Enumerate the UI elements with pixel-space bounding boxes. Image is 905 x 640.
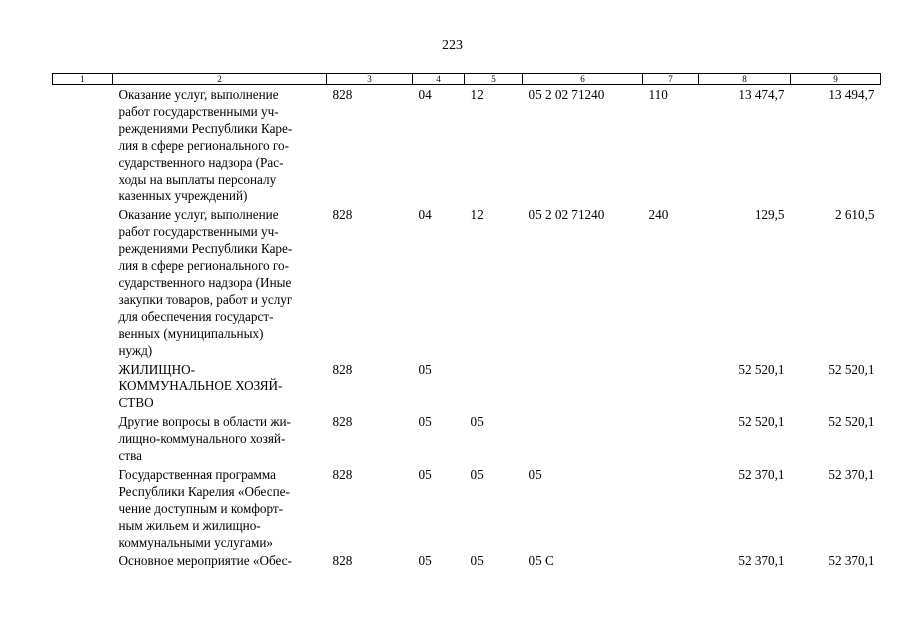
description-line: казенных учреждений) (118, 188, 248, 204)
description-line: для обеспечения государст- (118, 308, 274, 324)
table-row (53, 412, 881, 465)
amount-cell: 13 474,7 (738, 87, 785, 102)
description-line: лия в сфере регионального го- (118, 258, 289, 274)
target-item-code-cell: 05 (528, 466, 542, 482)
row-number-cell (53, 412, 113, 465)
table-row (53, 360, 881, 413)
column-header: 9 (791, 74, 881, 85)
ministry-code-cell: 828 (332, 466, 353, 482)
ministry-code-cell: 828 (332, 207, 353, 223)
amount-cell: 52 370,1 (738, 553, 785, 569)
amount-cell: 52 520,1 (828, 414, 875, 430)
subsection-code-cell: 05 (470, 414, 484, 430)
target-item-code-cell: 05 С (528, 553, 554, 569)
row-number-cell (53, 85, 113, 206)
amount-cell: 52 520,1 (738, 414, 785, 430)
description-line: работ государственными уч- (118, 103, 279, 119)
ministry-code-cell: 828 (332, 361, 353, 377)
subsection-code-cell: 05 (470, 553, 484, 569)
amount-cell: 52 520,1 (738, 361, 785, 377)
amount-cell: 129,5 (754, 207, 785, 223)
table-row (53, 85, 881, 206)
expense-type-code-cell (643, 360, 699, 413)
amount-cell: 52 520,1 (828, 361, 875, 377)
section-code-cell: 04 (418, 87, 432, 102)
description-cell (113, 412, 327, 465)
section-code-cell: 05 (418, 414, 432, 430)
description-line: венных (муниципальных) (118, 325, 264, 341)
amount-cell: 52 370,1 (828, 553, 875, 569)
section-code-cell: 05 (418, 553, 432, 569)
amount-cell: 2 610,5 (834, 207, 875, 223)
subsection-code-cell: 12 (470, 87, 484, 102)
expense-type-code-cell (643, 551, 699, 570)
description-cell (113, 551, 327, 570)
column-header: 6 (523, 74, 643, 85)
column-header: 2 (113, 74, 327, 85)
ministry-code-cell: 828 (332, 414, 353, 430)
ministry-code-cell: 828 (332, 553, 353, 569)
amount-cell: 13 494,7 (828, 87, 875, 102)
expense-type-code-cell (643, 465, 699, 552)
section-code-cell: 05 (418, 361, 432, 377)
row-number-cell (53, 205, 113, 359)
subsection-code-cell (465, 360, 523, 413)
ministry-code-cell: 828 (332, 87, 353, 102)
description-line: реждениями Республики Каре- (118, 120, 293, 136)
description-cell (113, 85, 327, 206)
page-number: 223 (442, 38, 463, 53)
description-line: Другие вопросы в области жи- (118, 414, 291, 430)
description-line: Оказание услуг, выполнение (118, 207, 279, 223)
section-code-cell: 04 (418, 207, 432, 223)
description-line: ства (118, 448, 143, 464)
description-line: Республики Карелия «Обеспе- (118, 483, 290, 499)
column-header: 3 (327, 74, 413, 85)
description-line: нужд) (118, 342, 153, 358)
column-header: 4 (413, 74, 465, 85)
target-item-code-cell: 05 2 02 71240 (528, 87, 605, 102)
column-header: 5 (465, 74, 523, 85)
column-header: 7 (643, 74, 699, 85)
description-line: работ государственными уч- (118, 224, 279, 240)
description-line: реждениями Республики Каре- (118, 241, 293, 257)
description-line: чение доступным и комфорт- (118, 500, 284, 516)
row-number-cell (53, 465, 113, 552)
target-item-code-cell (523, 360, 643, 413)
expense-type-code-cell (643, 412, 699, 465)
description-line: ным жильем и жилищно- (118, 517, 261, 533)
description-line: сударственного надзора (Иные (118, 274, 292, 290)
column-header: 1 (53, 74, 113, 85)
description-line: Государственная программа (118, 466, 276, 482)
description-line: сударственного надзора (Рас- (118, 154, 284, 170)
description-line: лия в сфере регионального го- (118, 137, 289, 153)
column-header: 8 (699, 74, 791, 85)
expense-type-code-cell: 110 (648, 87, 668, 102)
budget-table (52, 73, 881, 570)
table-body (53, 85, 881, 571)
row-number-cell (53, 360, 113, 413)
subsection-code-cell: 12 (470, 207, 484, 223)
description-line: коммунальными услугами» (118, 534, 273, 550)
description-line: Основное мероприятие «Обес- (118, 553, 292, 569)
amount-cell: 52 370,1 (738, 466, 785, 482)
target-item-code-cell (523, 412, 643, 465)
table-row (53, 205, 881, 359)
subsection-code-cell: 05 (470, 466, 484, 482)
table-row (53, 551, 881, 570)
amount-cell: 52 370,1 (828, 466, 875, 482)
section-code-cell: 05 (418, 466, 432, 482)
expense-type-code-cell: 240 (648, 207, 669, 223)
description-line: Оказание услуг, выполнение (118, 87, 279, 102)
description-line: КОММУНАЛЬНОЕ ХОЗЯЙ- (118, 378, 283, 394)
description-line: ЖИЛИЩНО- (118, 361, 196, 377)
column-number-header (53, 74, 881, 85)
description-cell (113, 360, 327, 413)
description-line: закупки товаров, работ и услуг (118, 291, 293, 307)
description-cell (113, 465, 327, 552)
description-line: СТВО (118, 395, 154, 411)
description-cell (113, 205, 327, 359)
row-number-cell (53, 551, 113, 570)
description-line: ходы на выплаты персоналу (118, 171, 277, 187)
table-row (53, 465, 881, 552)
description-line: лищно-коммунального хозяй- (118, 431, 286, 447)
target-item-code-cell: 05 2 02 71240 (528, 207, 605, 223)
